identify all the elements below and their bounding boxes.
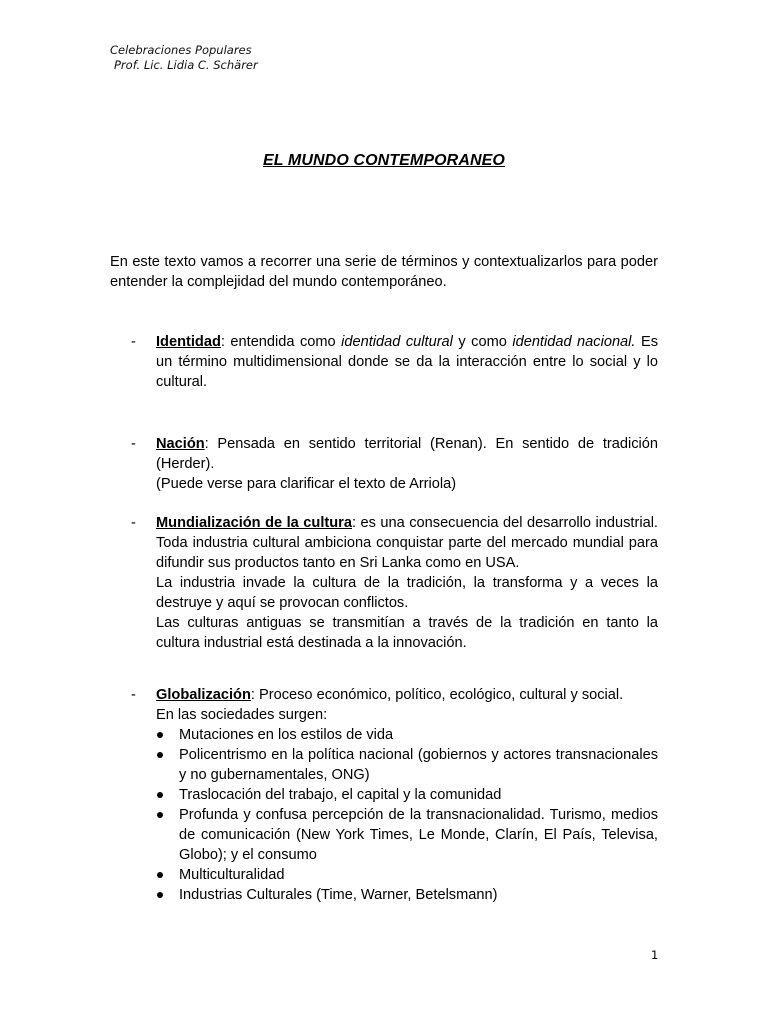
dash-marker: -	[131, 687, 136, 703]
bullet-text: Policentrismo en la política nacional (gobiernos y actores transnacionales y no gubernamentales, ONG)	[179, 747, 658, 783]
item-body	[156, 513, 658, 653]
term-globalizacion: Globalización	[156, 687, 251, 703]
item-paragraph: La industria invade la cultura de la tradición, la transforma y a veces la destruye y aquí se provocan conflictos.	[156, 575, 658, 611]
header-author: Prof. Lic. Lidia C. Schärer	[114, 58, 258, 72]
bullet-icon	[157, 752, 163, 758]
bullet-icon	[157, 872, 163, 878]
item-text: : entendida como	[220, 334, 342, 350]
list-item-identidad	[110, 332, 658, 392]
item-text: : Proceso económico, político, ecológico, cultural y social.	[250, 687, 624, 703]
list-item-mundializacion	[110, 513, 658, 653]
dash-marker: -	[131, 515, 136, 531]
item-italic-text: identidad nacional.	[512, 334, 636, 350]
item-text: Es un término multidimensional donde se da la interacción entre lo social y lo cultural.	[156, 334, 658, 390]
item-paragraph: (Puede verse para clarificar el texto de Arriola)	[156, 476, 457, 492]
running-header	[110, 43, 258, 73]
bullet-text: Multiculturalidad	[179, 867, 285, 883]
bullet-list	[156, 725, 658, 905]
item-text: : Pensada en sentido territorial (Renan). En sentido de tradición (Herder).	[156, 436, 658, 472]
bullet-text: Profunda y confusa percepción de la transnacionalidad. Turismo, medios de comunicación (New York Times, Le Monde, Clarín, El País, Televisa, Globo); y el consumo	[179, 807, 658, 863]
bullet-item	[156, 785, 658, 805]
dash-marker: -	[131, 436, 136, 452]
item-body	[156, 434, 658, 494]
item-body	[156, 685, 658, 905]
intro-paragraph: En este texto vamos a recorrer una serie de términos y contextualizarlos para poder entender la complejidad del mundo contemporáneo.	[110, 254, 658, 290]
bullet-item	[156, 745, 658, 785]
item-paragraph: Las culturas antiguas se transmitían a través de la tradición en tanto la cultura industrial está destinada a la innovación.	[156, 615, 658, 651]
bullet-item	[156, 885, 658, 905]
item-paragraph	[156, 513, 658, 573]
document-title: EL MUNDO CONTEMPORANEO	[263, 152, 505, 169]
term-identidad: Identidad	[156, 334, 221, 350]
item-lead: En las sociedades surgen:	[156, 707, 328, 723]
bullet-icon	[157, 732, 163, 738]
bullet-text: Mutaciones en los estilos de vida	[179, 727, 394, 743]
item-text: : es una consecuencia del desarrollo industrial. Toda industria cultural ambiciona conquistar parte del mercado mundial para difundir sus productos tanto en Sri Lanka como en USA.	[156, 515, 658, 571]
bullet-icon	[157, 792, 163, 798]
bullet-text: Industrias Culturales (Time, Warner, Betelsmann)	[179, 887, 498, 903]
item-paragraph	[156, 434, 658, 474]
term-mundializacion: Mundialización de la cultura	[156, 515, 352, 531]
bullet-icon	[157, 892, 163, 898]
bullet-item	[156, 725, 658, 745]
dash-marker: -	[131, 334, 136, 350]
bullet-text: Traslocación del trabajo, el capital y la comunidad	[179, 787, 502, 803]
item-body	[156, 332, 658, 392]
term-nacion: Nación	[156, 436, 205, 452]
item-text: y como	[452, 334, 513, 350]
item-italic-text: identidad cultural	[341, 334, 453, 350]
bullet-item	[156, 805, 658, 865]
header-course: Celebraciones Populares	[110, 43, 252, 57]
bullet-item	[156, 865, 658, 885]
item-paragraph	[156, 685, 658, 705]
bullet-icon	[157, 812, 163, 818]
page-number: 1	[651, 948, 659, 962]
list-item-globalizacion	[110, 685, 658, 905]
list-item-nacion	[110, 434, 658, 494]
